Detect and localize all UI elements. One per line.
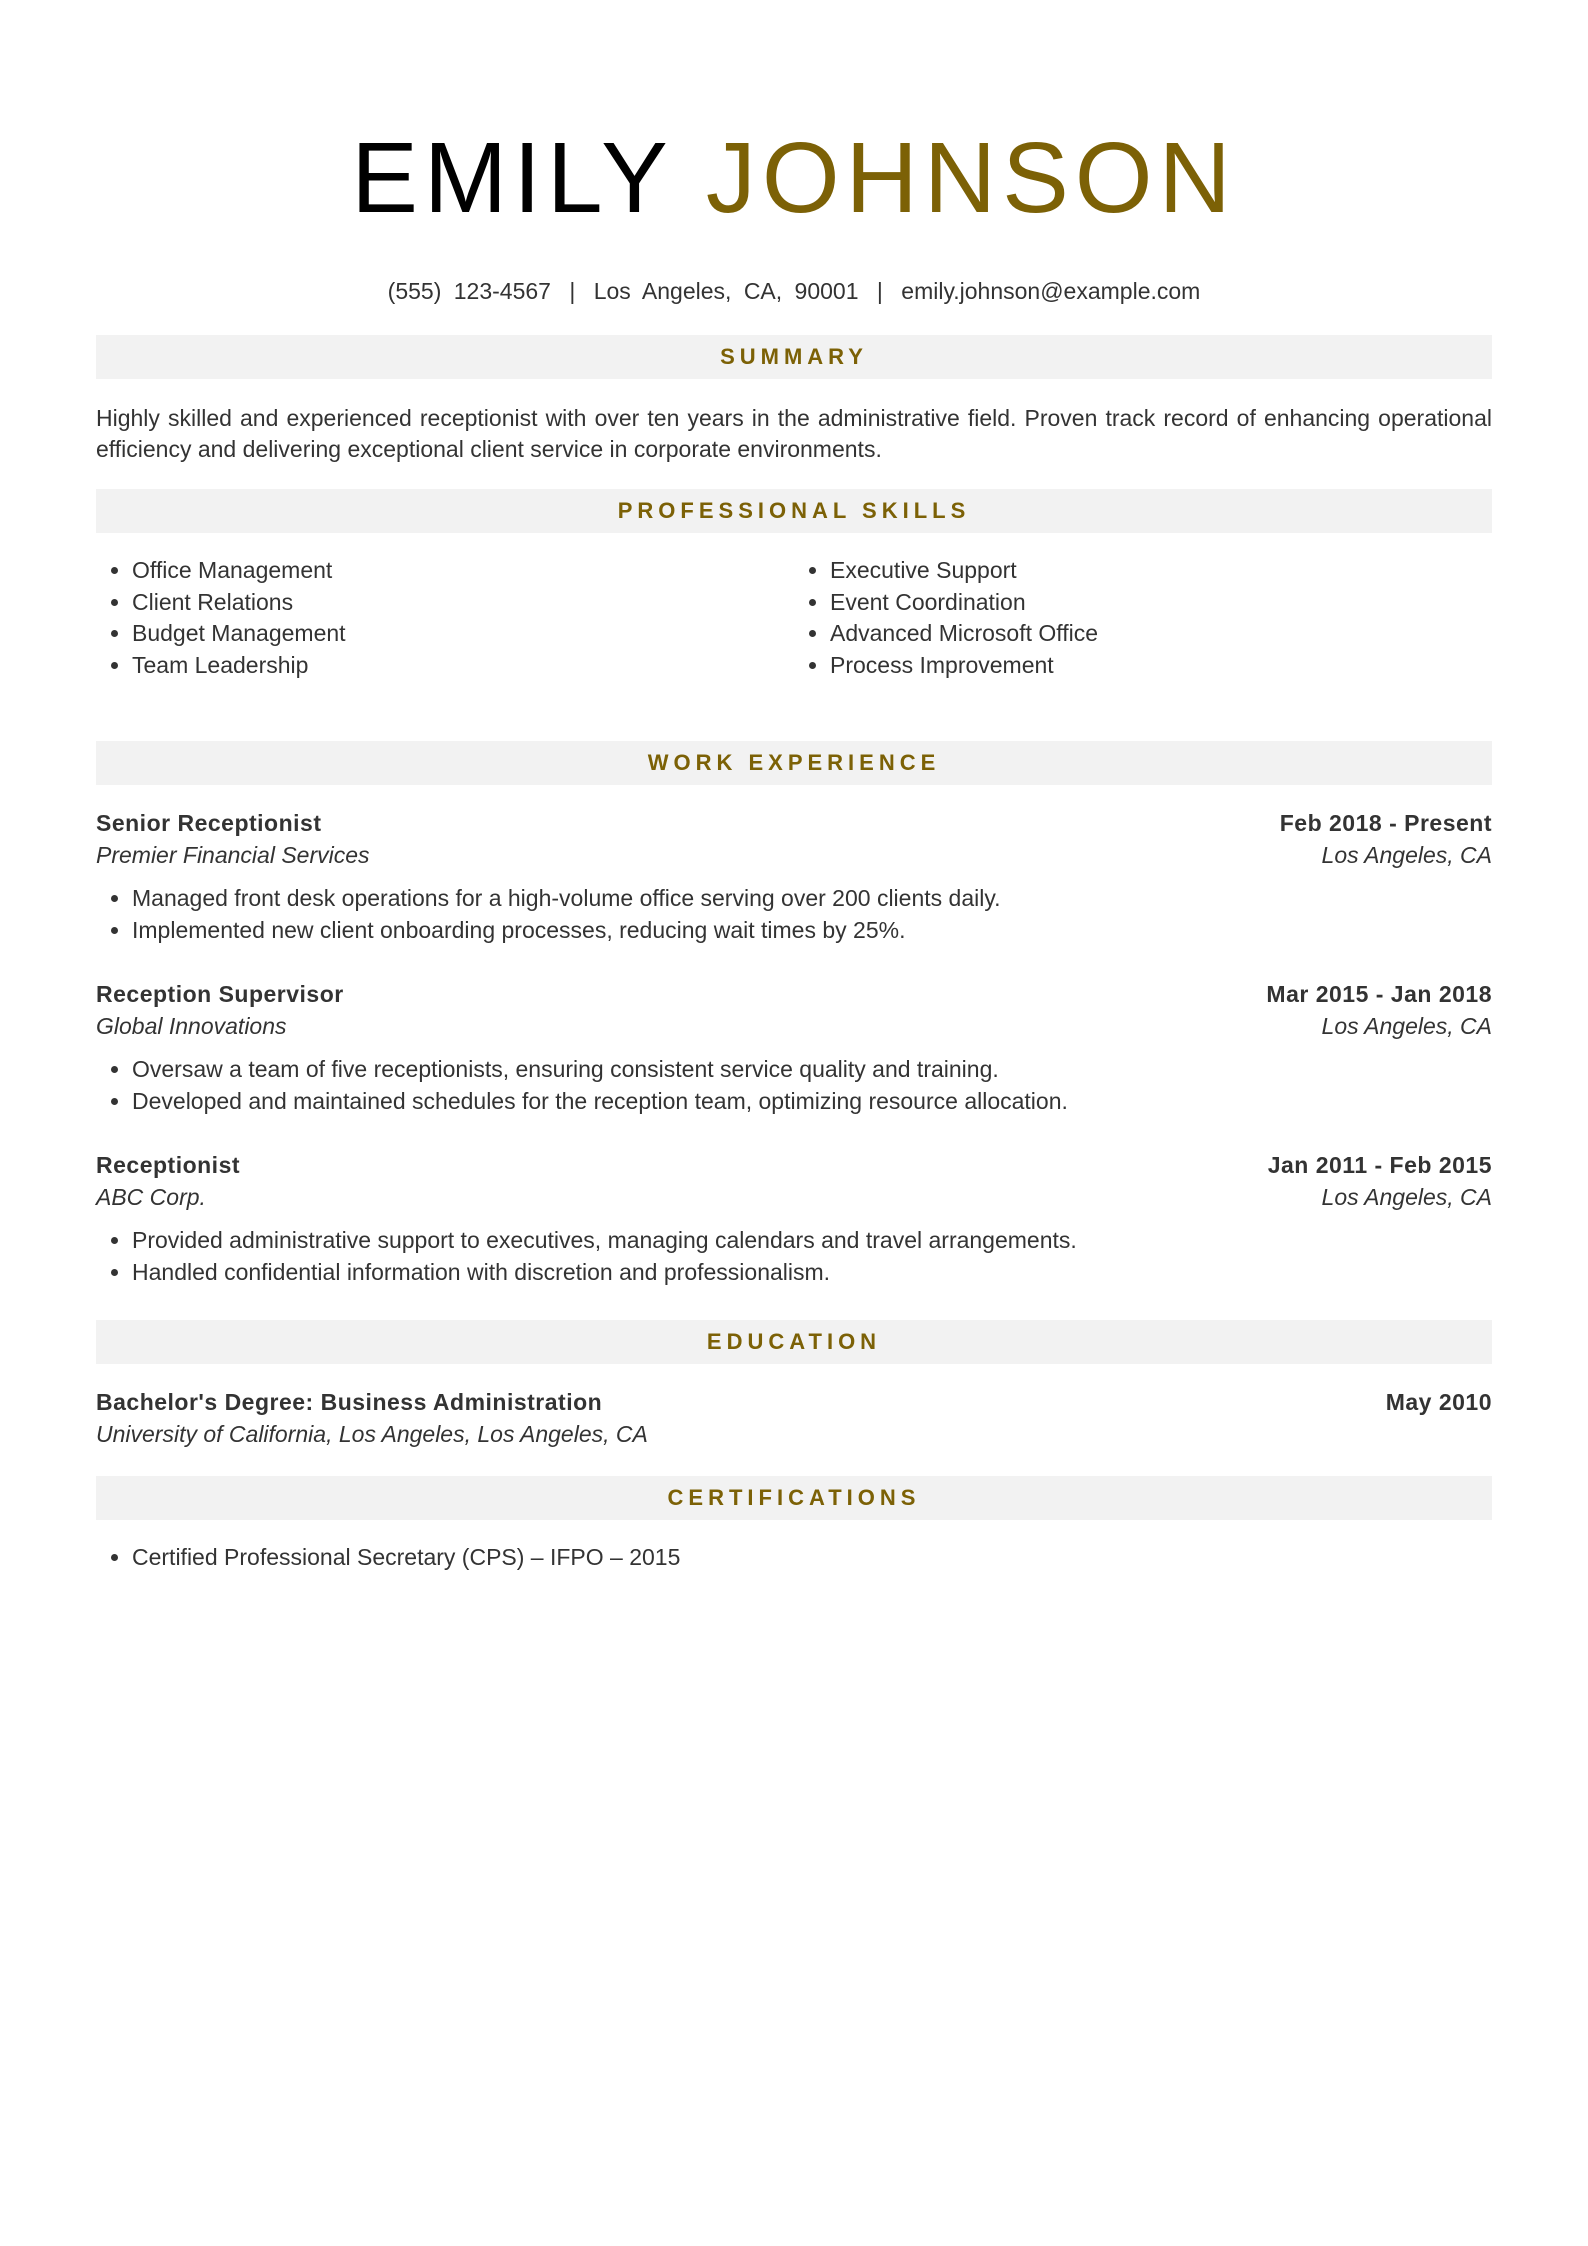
skill-item: • Process Improvement (830, 650, 1492, 682)
first-name: EMILY (351, 122, 673, 234)
section-heading-certifications: CERTIFICATIONS (96, 1476, 1492, 1520)
job-dates: Mar 2015 - Jan 2018 (1266, 981, 1492, 1007)
skill-item: • Client Relations (132, 587, 794, 619)
skills-column-left (96, 555, 794, 681)
job-subheader (96, 1010, 1492, 1042)
job-title: Receptionist (96, 1152, 241, 1178)
contact-separator: | (569, 278, 576, 304)
school: University of California, Los Angeles, Los Angeles, CA (96, 1421, 648, 1447)
education-header (96, 1386, 1492, 1418)
job-entry (96, 1149, 1492, 1288)
job-bullet: • Developed and maintained schedules for the reception team, optimizing resource allocation. (132, 1086, 1492, 1118)
job-bullet: • Implemented new client onboarding processes, reducing wait times by 25%. (132, 915, 1492, 947)
certifications-list (96, 1542, 1492, 1574)
certification-item: • Certified Professional Secretary (CPS) – IFPO – 2015 (132, 1542, 1492, 1574)
job-bullet: • Managed front desk operations for a high-volume office serving over 200 clients daily. (132, 883, 1492, 915)
job-dates: Jan 2011 - Feb 2015 (1267, 1152, 1492, 1178)
skill-item: • Executive Support (830, 555, 1492, 587)
section-heading-summary: SUMMARY (96, 335, 1492, 379)
skills-list (96, 555, 1492, 681)
job-company: ABC Corp. (96, 1184, 206, 1210)
skills-column-right (794, 555, 1492, 681)
job-company: Global Innovations (96, 1013, 287, 1039)
job-subheader (96, 1181, 1492, 1213)
job-title: Reception Supervisor (96, 981, 344, 1007)
job-bullet: • Provided administrative support to executives, managing calendars and travel arrangements. (132, 1225, 1492, 1257)
job-header (96, 807, 1492, 839)
skill-item: • Team Leadership (132, 650, 794, 682)
contact-separator: | (876, 278, 883, 304)
summary-text: Highly skilled and experienced receptionist with over ten years in the administrative field. Proven track record of enhancing operational efficiency and delivering exceptional client service in corporate environments. (96, 405, 1492, 462)
job-bullets (96, 883, 1492, 946)
job-bullets (96, 1054, 1492, 1117)
job-location: Los Angeles, CA (1321, 842, 1492, 868)
job-dates: Feb 2018 - Present (1279, 810, 1492, 836)
education-entry (96, 1386, 1492, 1450)
skill-item: • Event Coordination (830, 587, 1492, 619)
last-name: JOHNSON (705, 122, 1237, 234)
location: Los Angeles, CA, 90001 (593, 278, 859, 304)
job-entry (96, 807, 1492, 946)
job-company: Premier Financial Services (96, 842, 370, 868)
job-subheader (96, 839, 1492, 871)
phone: (555) 123-4567 (387, 278, 551, 304)
job-bullets (96, 1225, 1492, 1288)
job-location: Los Angeles, CA (1321, 1013, 1492, 1039)
section-heading-skills: PROFESSIONAL SKILLS (96, 489, 1492, 533)
job-header (96, 1149, 1492, 1181)
skill-item: • Office Management (132, 555, 794, 587)
section-heading-work: WORK EXPERIENCE (96, 741, 1492, 785)
job-header (96, 978, 1492, 1010)
candidate-name (96, 118, 1492, 238)
section-heading-education: EDUCATION (96, 1320, 1492, 1364)
education-subheader (96, 1418, 1492, 1450)
job-bullet: • Oversaw a team of five receptionists, ensuring consistent service quality and training. (132, 1054, 1492, 1086)
contact-line (96, 278, 1492, 305)
job-bullet: • Handled confidential information with discretion and professionalism. (132, 1257, 1492, 1289)
skill-item: • Advanced Microsoft Office (830, 618, 1492, 650)
job-entry (96, 978, 1492, 1117)
email: emily.johnson@example.com (901, 278, 1201, 304)
job-location: Los Angeles, CA (1321, 1184, 1492, 1210)
graduation-date: May 2010 (1385, 1389, 1492, 1415)
skill-item: • Budget Management (132, 618, 794, 650)
degree: Bachelor's Degree: Business Administration (96, 1389, 603, 1415)
job-title: Senior Receptionist (96, 810, 322, 836)
